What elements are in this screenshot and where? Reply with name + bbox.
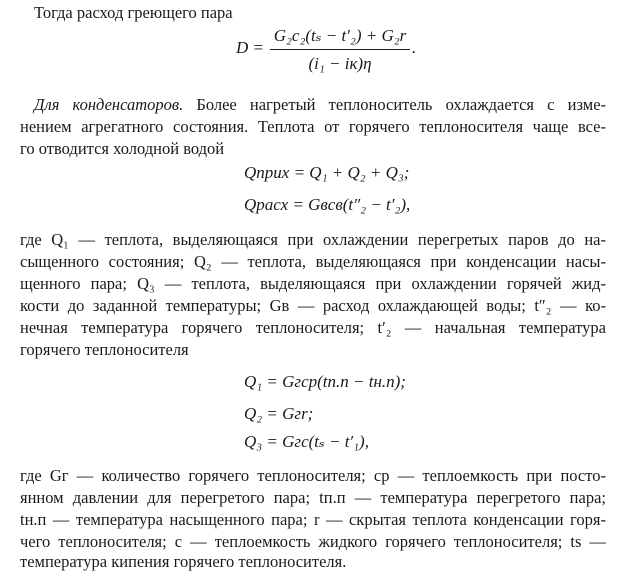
- formula-q3: Q₃ = Gгc(tₛ − t′₁),: [244, 432, 369, 451]
- formula-d-lhs: D =: [236, 38, 264, 57]
- text-line-7: щенного пара; Q₃ — теплота, выделяющаяся при охлаждении горячей жид-: [20, 274, 606, 293]
- text-line-12: янном давлении для перегретого пара; tп.п — температура перегретого пара;: [20, 488, 606, 507]
- formula-d-period: .: [412, 38, 417, 57]
- formula-d-fraction: [270, 26, 410, 74]
- formula-q-rash: Qрасх = Gвcв(t″₂ − t′₂),: [244, 195, 411, 214]
- text-line-13: tн.п — температура насыщенного пара; r — скрытая теплота конденсации горя-: [20, 510, 606, 529]
- text-line-6: сыщенного состояния; Q₂ — теплота, выделяющаяся при конденсации насы-: [20, 252, 606, 271]
- text-line-14: чего теплоносителя; c — теплоемкость жидкого горячего теплоносителя; ts —: [20, 532, 606, 551]
- text-line-3: нением агрегатного состояния. Теплота от горячего теплоносителя чаще все-: [20, 117, 606, 136]
- formula-q-prih: Qприх = Q₁ + Q₂ + Q₃;: [244, 163, 410, 182]
- text-line-11: где Gг — количество горячего теплоносителя; cp — теплоемкость при посто-: [20, 466, 606, 485]
- text-line-2-rest: Более нагретый теплоноситель охлаждается с изме-: [183, 95, 607, 114]
- text-line-15: температура кипения горячего теплоносителя.: [20, 552, 347, 571]
- text-line-10: горячего теплоносителя: [20, 340, 189, 359]
- formula-q1: Q₁ = Gгcp(tп.п − tн.п);: [244, 372, 406, 391]
- text-line-4: го отводится холодной водой: [20, 139, 225, 158]
- text-line-8: кости до заданной температуры; Gв — расход охлаждающей воды; t″₂ — ко-: [20, 296, 606, 315]
- text-line-2: [34, 94, 606, 116]
- text-line-5: где Q₁ — теплота, выделяющаяся при охлаждении перегретых паров до на-: [20, 230, 606, 249]
- text-line-9: нечная температура горячего теплоносителя; t′₂ — начальная температура: [20, 318, 606, 337]
- formula-d-numerator: G₂c₂(tₛ − t′₂) + G₂r: [270, 26, 410, 50]
- formula-q2: Q₂ = Gгr;: [244, 404, 314, 423]
- formula-d-denominator: (i₁ − iк)η: [308, 54, 372, 73]
- text-line-1: Тогда расход греющего пара: [34, 3, 233, 22]
- section-heading-condensers: Для конденсаторов.: [34, 95, 184, 114]
